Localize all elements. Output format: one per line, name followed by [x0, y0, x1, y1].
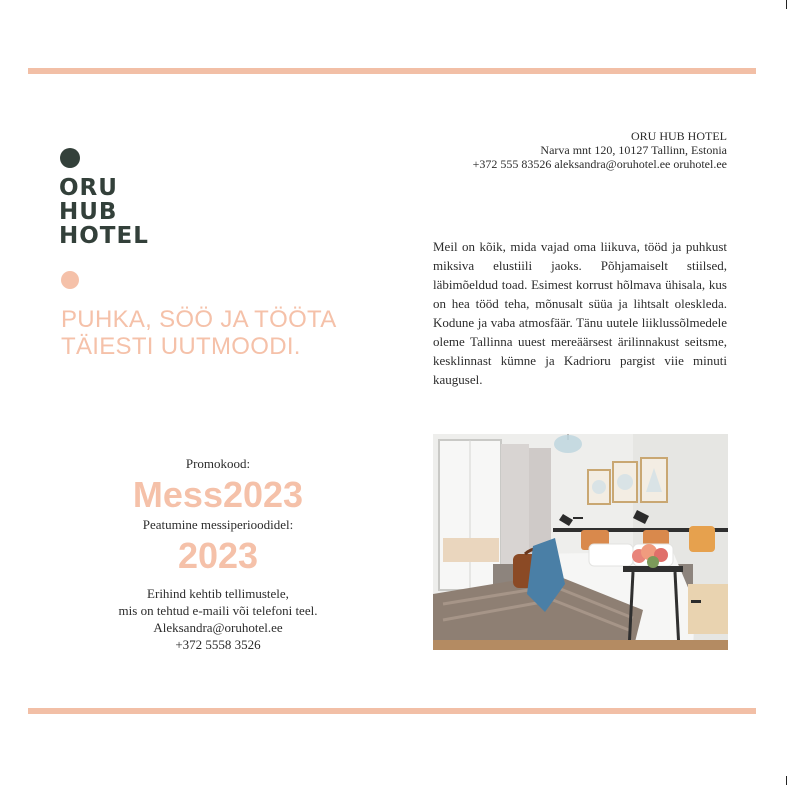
contact-block: [380, 129, 727, 171]
logo-line: ORU: [59, 175, 118, 201]
promo-block: [68, 455, 368, 653]
slogan-line: PUHKA, SÖÖ JA TÖÖTA: [61, 306, 337, 333]
promo-info-line: mis on tehtud e-maili või telefoni teel.: [118, 603, 318, 618]
hotel-room-illustration: [433, 434, 728, 650]
contact-name: ORU HUB HOTEL: [631, 129, 727, 143]
slogan: [61, 306, 391, 360]
contact-phone-email-web: +372 555 83526 aleksandra@oruhotel.ee oruhotel.ee: [472, 157, 727, 171]
promo-info: [68, 585, 368, 653]
promo-code: Mess2023: [132, 474, 304, 515]
promo-year: 2023: [177, 535, 259, 576]
top-divider: [28, 68, 756, 74]
promo-info-line: Erihind kehtib tellimustele,: [147, 586, 289, 601]
contact-address: Narva mnt 120, 10127 Tallinn, Estonia: [540, 143, 727, 157]
promo-phone: +372 5558 3526: [175, 637, 261, 652]
promo-label: Promokood:: [185, 456, 251, 471]
hotel-description: Meil on kõik, mida vajad oma liikuva, tööd ja puhkust miksiva elustiili jaoks. Põhjamaiselt stiilsed, läbimõeldud toad. Esimest korrust hõlmava ühisala, kus on hea tööd teha, mõnusalt süüa ja lihtsalt oleskleda. Kodune ja vaba atmosfäär. Tänu uutele liiklussõlmedele oleme Tallinna uuest mereäärsest ärilinnakust seitsme, kesklinnast kümne ja Kadrioru pargist viie minuti kaugusel.: [433, 239, 727, 387]
hotel-logo: [59, 176, 169, 248]
hotel-room-photo: [433, 434, 728, 650]
bottom-divider: [28, 708, 756, 714]
promo-email: Aleksandra@oruhotel.ee: [153, 620, 283, 635]
slogan-line: TÄIESTI UUTMOODI.: [61, 333, 301, 360]
logo-line: HOTEL: [59, 223, 149, 249]
logo-line: HUB: [59, 199, 118, 225]
accent-dot-icon: [61, 271, 79, 289]
period-label: Peatumine messiperioodidel:: [142, 517, 294, 532]
logo-dot-icon: [60, 148, 80, 168]
